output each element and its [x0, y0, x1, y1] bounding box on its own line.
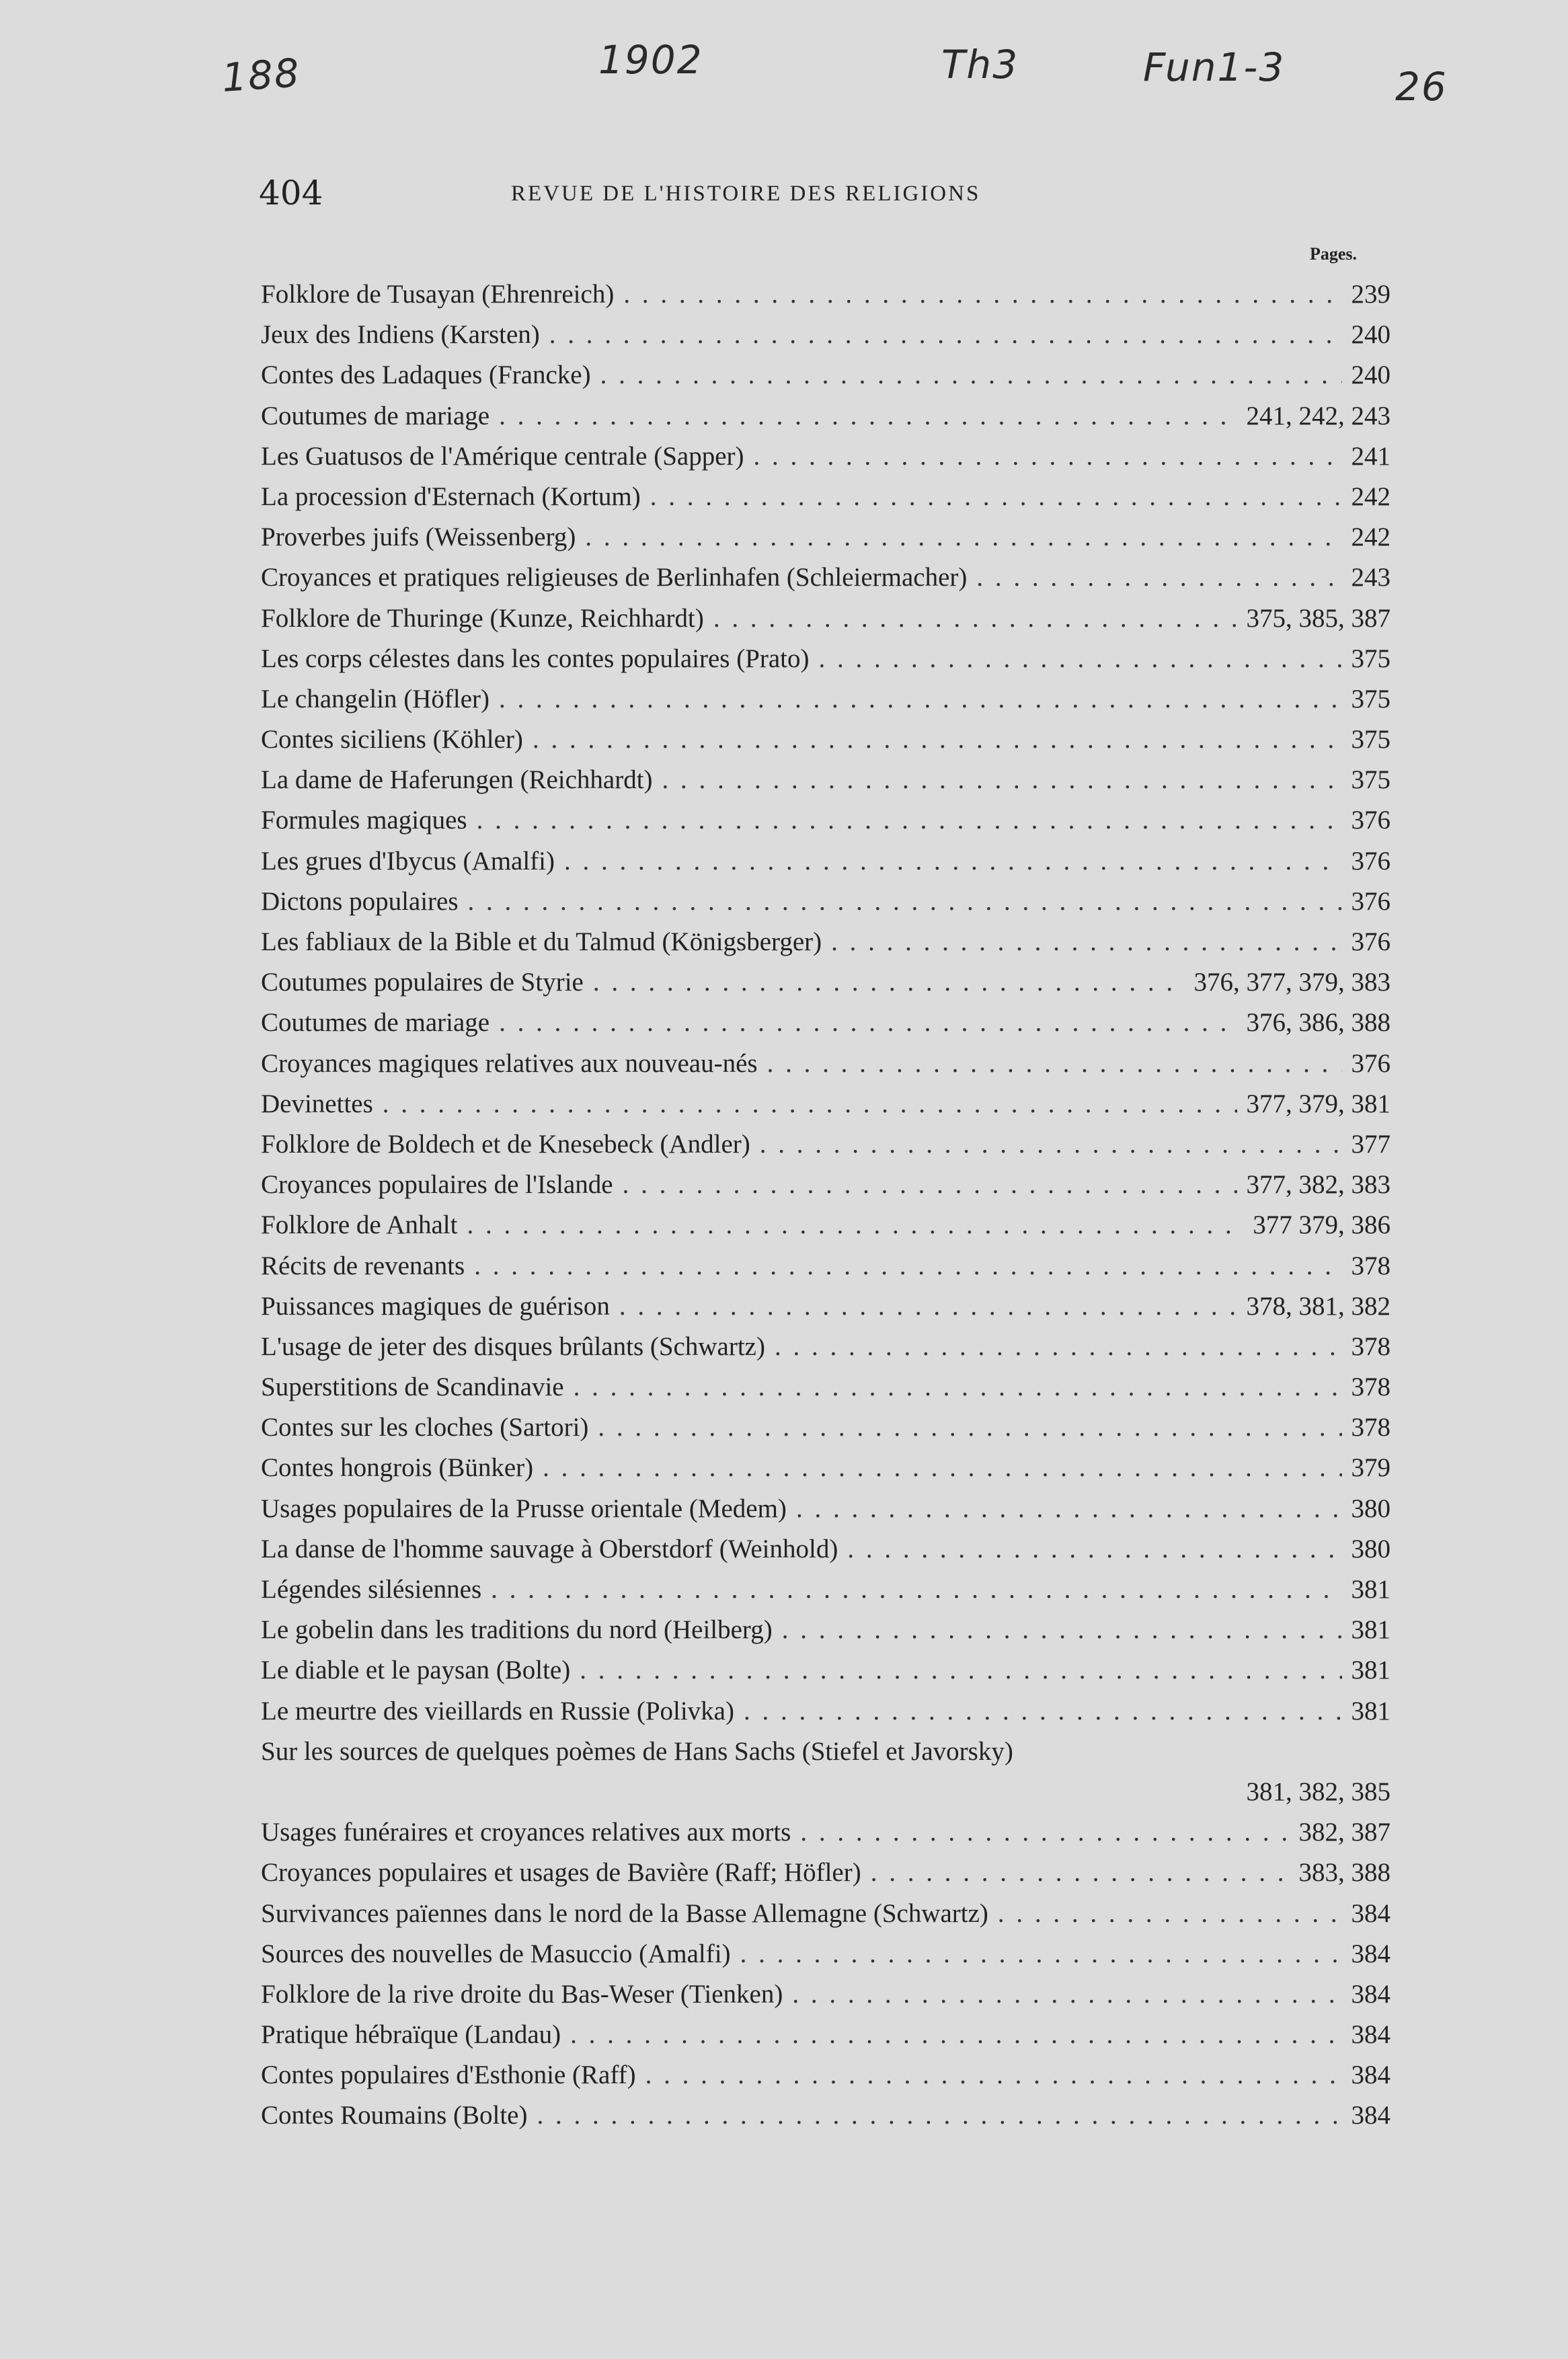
- handwritten-note-1: 188: [220, 50, 302, 101]
- entry-title: Le changelin (Höfler): [261, 684, 489, 713]
- entry-pages: 381: [1351, 1615, 1390, 1645]
- dot-leader: [598, 1407, 1341, 1448]
- entry-pages: 376: [1351, 927, 1390, 956]
- entry-pages: 240: [1351, 360, 1390, 390]
- index-entry: [261, 1894, 1390, 1934]
- entry-pages: 378: [1351, 1413, 1390, 1442]
- entry-title: Formules magiques: [261, 806, 467, 835]
- entry-pages: 384: [1351, 2020, 1390, 2050]
- entry-pages: 375: [1351, 644, 1390, 673]
- dot-leader: [543, 1448, 1341, 1488]
- entry-title: Légendes silésiennes: [261, 1575, 482, 1604]
- dot-leader: [754, 436, 1342, 477]
- entry-title: Puissances magiques de guérison: [261, 1291, 610, 1321]
- dot-leader: [580, 1650, 1341, 1691]
- entry-title: Les grues d'Ibycus (Amalfi): [261, 846, 555, 876]
- index-entries: [261, 274, 1390, 2136]
- entry-pages: 241: [1351, 441, 1390, 471]
- dot-leader: [619, 1286, 1237, 1327]
- entry-pages: 380: [1351, 1494, 1390, 1523]
- entry-pages: 377, 382, 383: [1246, 1170, 1390, 1200]
- entry-pages: 384: [1351, 1898, 1390, 1928]
- entry-pages: 380: [1351, 1534, 1390, 1563]
- dot-leader: [767, 1044, 1342, 1084]
- dot-leader: [600, 355, 1342, 395]
- entry-pages: 382, 387: [1298, 1818, 1390, 1847]
- entry-title: Folklore de Tusayan (Ehrenreich): [261, 280, 615, 309]
- entry-pages: 239: [1351, 280, 1390, 309]
- entry-title: Contes des Ladaques (Francke): [261, 360, 591, 390]
- handwritten-note-2: 1902: [598, 37, 703, 83]
- entry-pages: 243: [1351, 563, 1390, 592]
- index-entry: [261, 841, 1390, 882]
- index-entry: [261, 1084, 1390, 1124]
- index-entry: [261, 760, 1390, 800]
- dot-leader: [796, 1489, 1342, 1529]
- entry-title: Usages funéraires et croyances relatives aux morts: [261, 1818, 791, 1847]
- entry-title: Coutumes de mariage: [261, 1008, 490, 1038]
- index-entry: [261, 720, 1390, 760]
- entry-title: Folklore de Thuringe (Kunze, Reichhardt): [261, 603, 704, 633]
- index-entry: [261, 1934, 1390, 1974]
- dot-leader: [593, 962, 1185, 1003]
- entry-title: Survivances païennes dans le nord de la Basse Allemagne (Schwartz): [261, 1898, 988, 1928]
- dot-leader: [760, 1124, 1342, 1165]
- entry-pages: 383, 388: [1298, 1858, 1390, 1888]
- handwritten-note-5: 26: [1395, 64, 1448, 110]
- dot-leader: [782, 1610, 1342, 1650]
- index-entry: [261, 355, 1390, 395]
- index-entry: [261, 1327, 1390, 1367]
- index-entry: [261, 517, 1390, 557]
- index-entry: [261, 2015, 1390, 2055]
- dot-leader: [549, 315, 1342, 355]
- dot-leader: [645, 2055, 1342, 2095]
- index-entry: [261, 1732, 1390, 1772]
- dot-leader: [499, 679, 1342, 720]
- entry-pages: 376: [1351, 1048, 1390, 1078]
- entry-title: La dame de Haferungen (Reichhardt): [261, 765, 653, 795]
- index-entry: [261, 1610, 1390, 1650]
- entry-title: Folklore de la rive droite du Bas-Weser (Tienken): [261, 1979, 783, 2009]
- entry-pages: 242: [1351, 481, 1390, 511]
- index-entry: [261, 1448, 1390, 1488]
- index-entry: [261, 679, 1390, 720]
- dot-leader: [847, 1529, 1341, 1570]
- entry-title: Contes Roumains (Bolte): [261, 2101, 528, 2130]
- entry-title: Récits de revenants: [261, 1251, 465, 1280]
- dot-leader: [491, 1570, 1341, 1610]
- dot-leader: [477, 800, 1342, 841]
- index-entry: [261, 477, 1390, 517]
- entry-title: Superstitions de Scandinavie: [261, 1372, 564, 1402]
- entry-title: Croyances populaires de l'Islande: [261, 1170, 613, 1200]
- index-entry: [261, 396, 1390, 436]
- dot-leader: [564, 841, 1342, 882]
- entry-pages: 376, 377, 379, 383: [1193, 968, 1390, 997]
- dot-leader: [383, 1084, 1237, 1124]
- index-entry: [261, 800, 1390, 841]
- entry-pages: 375: [1351, 765, 1390, 795]
- index-entry: [261, 557, 1390, 598]
- entry-title: Le diable et le paysan (Bolte): [261, 1656, 571, 1685]
- entry-pages: 378: [1351, 1251, 1390, 1280]
- entry-pages: 377 379, 386: [1253, 1210, 1390, 1240]
- entry-title: Devinettes: [261, 1089, 373, 1118]
- entry-pages: 381: [1351, 1575, 1390, 1604]
- page-number: 404: [259, 173, 323, 212]
- entry-title: Les fabliaux de la Bible et du Talmud (Königsberger): [261, 927, 822, 956]
- dot-leader: [623, 274, 1341, 315]
- entry-title: La danse de l'homme sauvage à Oberstdorf (Weinhold): [261, 1534, 838, 1563]
- entry-pages: 384: [1351, 2060, 1390, 2090]
- index-entry: [261, 1974, 1390, 2015]
- dot-leader: [499, 1003, 1237, 1043]
- entry-pages: 384: [1351, 1979, 1390, 2009]
- index-entry: [261, 2055, 1390, 2095]
- entry-pages: 381: [1351, 1696, 1390, 1726]
- index-entry: [261, 1286, 1390, 1327]
- entry-title: Le meurtre des vieillards en Russie (Polivka): [261, 1696, 734, 1726]
- dot-leader: [831, 922, 1341, 962]
- entry-pages: 378: [1351, 1372, 1390, 1402]
- index-entry: [261, 1407, 1390, 1448]
- dot-leader: [740, 1934, 1342, 1974]
- index-entry: [261, 1205, 1390, 1245]
- entry-pages: 375: [1351, 684, 1390, 713]
- dot-leader: [744, 1691, 1342, 1732]
- dot-leader: [468, 882, 1342, 922]
- index-entry: [261, 1529, 1390, 1570]
- dot-leader: [650, 477, 1342, 517]
- index-entry: [261, 436, 1390, 477]
- dot-leader: [585, 517, 1341, 557]
- index-entry: [261, 1812, 1390, 1853]
- entry-title: Les Guatusos de l'Amérique centrale (Sapper): [261, 441, 744, 471]
- entry-title: Pratique hébraïque (Landau): [261, 2020, 561, 2050]
- entry-pages: 376: [1351, 806, 1390, 835]
- entry-title: Usages populaires de la Prusse orientale (Medem): [261, 1494, 787, 1523]
- dot-leader: [499, 396, 1237, 436]
- dot-leader: [623, 1165, 1237, 1205]
- entry-title: Dictons populaires: [261, 886, 459, 916]
- entry-title: Folklore de Boldech et de Knesebeck (Andler): [261, 1129, 750, 1159]
- index-entry: [261, 1367, 1390, 1407]
- entry-title: L'usage de jeter des disques brûlants (Schwartz): [261, 1331, 765, 1361]
- index-entry: [261, 1570, 1390, 1610]
- dot-leader: [800, 1812, 1289, 1853]
- entry-title: Sources des nouvelles de Masuccio (Amalfi): [261, 1939, 731, 1968]
- entry-title: Folklore de Anhalt: [261, 1210, 458, 1240]
- dot-leader: [713, 598, 1237, 639]
- entry-pages: 376: [1351, 886, 1390, 916]
- index-entry: [261, 1853, 1390, 1893]
- index-entry: [261, 882, 1390, 922]
- dot-leader: [998, 1894, 1342, 1934]
- entry-pages: 240: [1351, 320, 1390, 350]
- dot-leader: [574, 1367, 1342, 1407]
- entry-title: Les corps célestes dans les contes populaires (Prato): [261, 644, 810, 673]
- entry-title: Croyances et pratiques religieuses de Berlinhafen (Schleiermacher): [261, 563, 968, 592]
- entry-title: Croyances populaires et usages de Bavière (Raff; Höfler): [261, 1858, 861, 1888]
- entry-title: Contes sur les cloches (Sartori): [261, 1413, 589, 1442]
- dot-leader: [871, 1853, 1290, 1893]
- entry-title: Contes hongrois (Bünker): [261, 1453, 534, 1483]
- dot-leader: [662, 760, 1342, 800]
- dot-leader: [792, 1974, 1341, 2015]
- dot-leader: [775, 1327, 1342, 1367]
- dot-leader: [474, 1246, 1341, 1286]
- entry-pages: 379: [1351, 1453, 1390, 1483]
- entry-pages: 377: [1351, 1129, 1390, 1159]
- index-entry: [261, 1650, 1390, 1691]
- index-entry: [261, 639, 1390, 679]
- entry-pages: 378: [1351, 1331, 1390, 1361]
- running-head: REVUE DE L'HISTOIRE DES RELIGIONS: [511, 182, 981, 206]
- entry-pages: 241, 242, 243: [1246, 401, 1390, 430]
- dot-leader: [570, 2015, 1341, 2055]
- index-entry: [261, 1772, 1390, 1812]
- index-entry: [261, 2095, 1390, 2136]
- dot-leader: [976, 557, 1341, 598]
- entry-pages: 384: [1351, 1939, 1390, 1968]
- handwritten-note-4: Fun1-3: [1143, 44, 1286, 90]
- entry-title: Coutumes populaires de Styrie: [261, 968, 584, 997]
- entry-title: Croyances magiques relatives aux nouveau-nés: [261, 1048, 758, 1078]
- entry-pages: 375: [1351, 725, 1390, 755]
- entry-pages: 242: [1351, 523, 1390, 552]
- index-entry: [261, 1691, 1390, 1732]
- pages-column-label: Pages.: [1310, 244, 1358, 264]
- entry-pages: 381: [1351, 1656, 1390, 1685]
- index-entry: [261, 962, 1390, 1003]
- entry-pages: 378, 381, 382: [1246, 1291, 1390, 1321]
- handwritten-note-3: Th3: [941, 42, 1019, 87]
- index-entry: [261, 1003, 1390, 1043]
- entry-title: Contes siciliens (Köhler): [261, 725, 523, 755]
- index-entry: [261, 1489, 1390, 1529]
- page-header: [259, 173, 1388, 214]
- entry-title: Jeux des Indiens (Karsten): [261, 320, 540, 350]
- entry-pages: 376, 386, 388: [1246, 1008, 1390, 1038]
- dot-leader: [819, 639, 1342, 679]
- entry-title: Sur les sources de quelques poèmes de Hans Sachs (Stiefel et Javorsky): [261, 1736, 1013, 1766]
- dot-leader: [537, 2095, 1341, 2136]
- index-entry: [261, 598, 1390, 639]
- index-entry: [261, 1165, 1390, 1205]
- entry-title: Contes populaires d'Esthonie (Raff): [261, 2060, 636, 2090]
- index-entry: [261, 1246, 1390, 1286]
- index-entry: [261, 315, 1390, 355]
- entry-title: Proverbes juifs (Weissenberg): [261, 523, 576, 552]
- entry-pages: 375, 385, 387: [1246, 603, 1390, 633]
- entry-title: Coutumes de mariage: [261, 401, 490, 430]
- entry-title: La procession d'Esternach (Kortum): [261, 481, 641, 511]
- index-entry: [261, 274, 1390, 315]
- entry-pages: 381, 382, 385: [1246, 1777, 1390, 1806]
- dot-leader: [533, 720, 1342, 760]
- entry-pages: 384: [1351, 2101, 1390, 2130]
- dot-leader: [467, 1205, 1243, 1245]
- index-entry: [261, 1044, 1390, 1084]
- entry-title: Le gobelin dans les traditions du nord (Heilberg): [261, 1615, 773, 1645]
- index-entry: [261, 1124, 1390, 1165]
- entry-pages: 376: [1351, 846, 1390, 876]
- entry-pages: 377, 379, 381: [1246, 1089, 1390, 1118]
- index-entry: [261, 922, 1390, 962]
